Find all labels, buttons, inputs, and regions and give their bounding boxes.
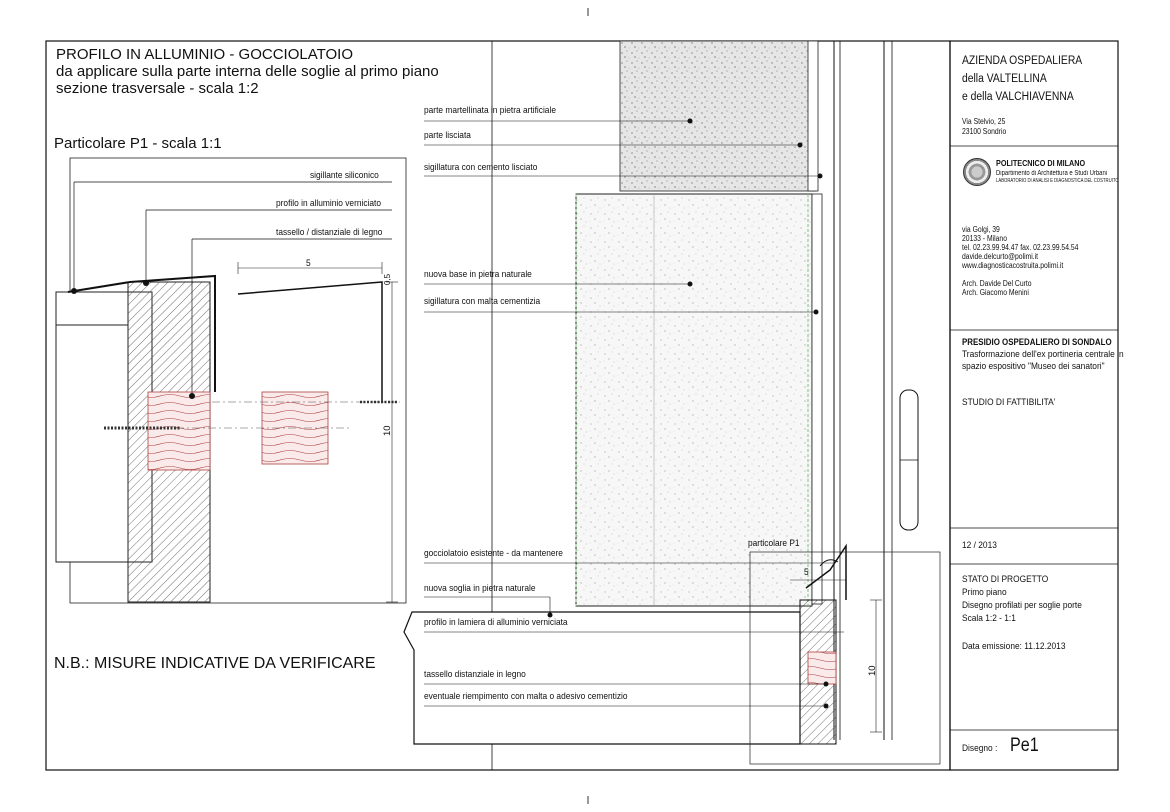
section-label-7: profilo in lamiera di alluminio verniciata (424, 617, 568, 628)
emission-date: Data emissione: 11.12.2013 (962, 641, 1066, 652)
drawing-scale-note: sezione trasversale - scala 1:2 (56, 80, 259, 97)
drawing-scale: Scala 1:2 - 1:1 (962, 613, 1016, 624)
section-label-6: nuova soglia in pietra naturale (424, 583, 536, 594)
detail-reference-p1: particolare P1 (748, 538, 800, 549)
dimensions-note: N.B.: MISURE INDICATIVE DA VERIFICARE (54, 655, 376, 672)
contact-email[interactable]: davide.delcurto@polimi.it (962, 252, 1039, 261)
polimi-department: Dipartimento di Architettura e Studi Urbani (996, 170, 1108, 177)
section-label-9: eventuale riempimento con malta o adesivo cementizio (424, 691, 628, 702)
client-name-1: AZIENDA OSPEDALIERA (962, 55, 1083, 67)
section-label-1: parte lisciata (424, 130, 471, 141)
section-label-0: parte martellinata in pietra artificiale (424, 105, 556, 116)
project-title: PRESIDIO OSPEDALIERO DI SONDALO (962, 337, 1112, 347)
polimi-lab: LABORATORIO DI ANALISI E DIAGNOSTICA DEL COSTRUITO (996, 178, 1119, 184)
date-reference: 12 / 2013 (962, 540, 997, 551)
section-label-3: nuova base in pietra naturale (424, 269, 532, 280)
client-name-2: della VALTELLINA (962, 73, 1047, 85)
section-label-2: sigillatura con cemento lisciato (424, 162, 538, 173)
drawing-code-label: Disegno : (962, 743, 998, 754)
detail-label-sealant: sigillante siliconico (310, 170, 379, 181)
client-address-1: Via Stelvio, 25 (962, 117, 1006, 126)
section-dim-height: 10 (867, 665, 878, 676)
polimi-name: POLITECNICO DI MILANO (996, 158, 1086, 168)
section-label-5: gocciolatoio esistente - da mantenere (424, 548, 563, 559)
contact-line-0: via Golgi, 39 (962, 225, 1000, 234)
project-phase: STUDIO DI FATTIBILITA' (962, 397, 1056, 408)
drawing-subtitle: da applicare sulla parte interna delle soglie al primo piano (56, 63, 439, 80)
drawing-subject: Disegno profilati per soglie porte (962, 600, 1082, 611)
detail-dim-height: 10 (382, 425, 393, 436)
detail-dim-width: 5 (306, 258, 311, 269)
detail-label-profile: profilo in alluminio verniciato (276, 198, 382, 209)
drawing-code: Pe1 (1010, 735, 1039, 756)
project-description-1: Trasformazione dell'ex portineria centrale in (962, 349, 1124, 360)
detail-dim-thickness: 0,5 (383, 273, 392, 285)
architect-2: Arch. Giacomo Menini (962, 288, 1029, 297)
detail-label-spacer: tassello / distanziale di legno (276, 227, 383, 238)
project-status: STATO DI PROGETTO (962, 574, 1049, 585)
section-dim-width: 5 (804, 567, 809, 578)
architect-1: Arch. Davide Del Curto (962, 279, 1032, 288)
drawing-title: PROFILO IN ALLUMINIO - GOCCIOLATOIO (56, 46, 353, 63)
detail-title: Particolare P1 - scala 1:1 (54, 135, 222, 152)
polimi-logo-icon (963, 158, 991, 186)
section-label-8: tassello distanziale in legno (424, 669, 526, 680)
project-description-2: spazio espositivo "Museo dei sanatori" (962, 361, 1105, 372)
contact-line-1: 20133 - Milano (962, 234, 1007, 243)
client-address-2: 23100 Sondrio (962, 127, 1007, 136)
section-label-4: sigillatura con malta cementizia (424, 296, 541, 307)
floor-level: Primo piano (962, 587, 1007, 598)
client-name-3: e della VALCHIAVENNA (962, 91, 1074, 103)
contact-website[interactable]: www.diagnosticacostruita.polimi.it (962, 261, 1064, 270)
contact-line-2: tel. 02.23.99.94.47 fax. 02.23.99.54.54 (962, 243, 1079, 252)
